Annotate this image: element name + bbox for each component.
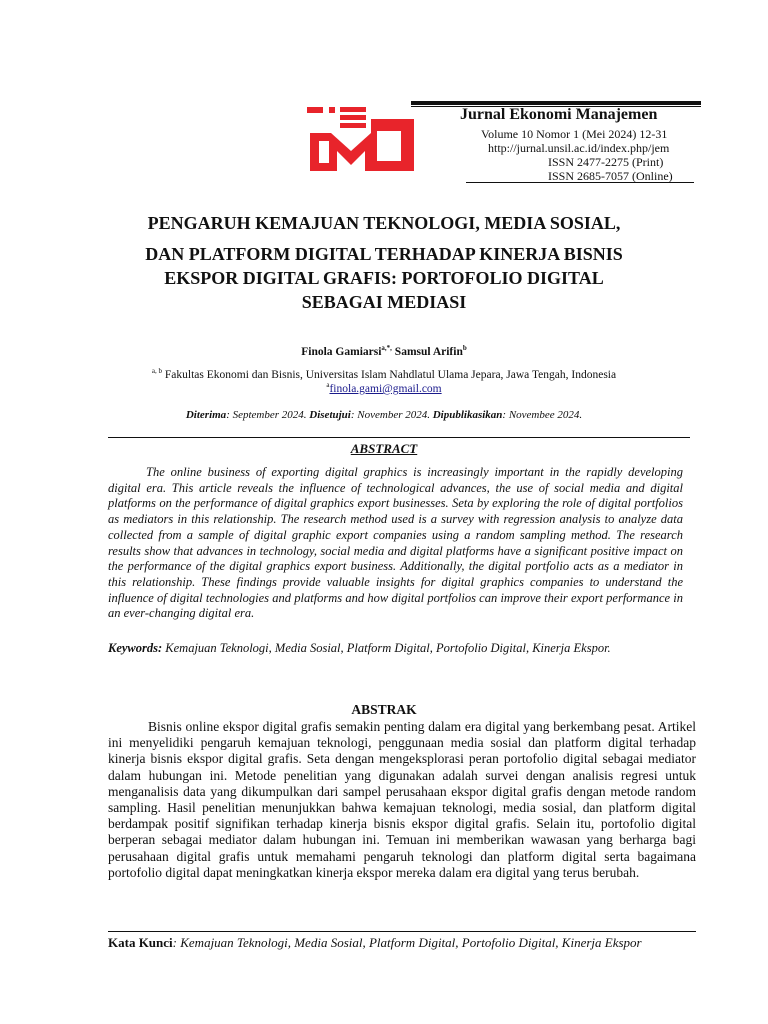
keywords-label: Keywords: <box>108 641 163 655</box>
journal-url[interactable]: http://jurnal.unsil.ac.id/index.php/jem <box>488 141 670 155</box>
email <box>0 381 768 395</box>
journal-name: Jurnal Ekonomi Manajemen <box>460 106 658 123</box>
journal-logo <box>307 103 417 173</box>
abstract-body: The online business of exporting digital graphics is increasingly important in the rapidly developing digital era. This article reveals the influence of technological advances, the use of social media and digital platforms on the performance of digital graphics export businesses. Seta by exploring the role of digital portfolios as mediators in this relationship. The research method used is a survey with regression analysis to analyze data collected from a sample of digital graphic export companies using a random sampling method. The research results show that advances in technology, social media and digital platforms have a significant positive impact on the performance of the digital graphics export business. Additionally, the digital portfolio acts as a mediator in this relationship. These findings provide valuable insights for digital graphics companies to understand the influence of digital technologies and platforms and how digital portfolios can improve their export performance in an ever-changing digital era. <box>108 465 683 621</box>
accepted-date: : November 2024. <box>350 409 430 421</box>
issn-print: ISSN 2477-2275 (Print) <box>548 155 664 169</box>
author-name: Finola Gamiarsi <box>301 345 382 358</box>
abstrak-heading: ABSTRAK <box>351 702 417 717</box>
affiliation <box>0 367 768 381</box>
kata-kunci-text: : Kemajuan Teknologi, Media Sosial, Platform Digital, Portofolio Digital, Kinerja Ekspor <box>172 935 642 950</box>
author-sup: a,*, <box>381 344 392 352</box>
accepted-label: Disetujui <box>309 409 351 421</box>
author-sup: b <box>462 344 467 352</box>
title-line: DAN PLATFORM DIGITAL TERHADAP KINERJA BISNIS <box>145 244 623 264</box>
published-date: : Novembee 2024. <box>502 409 583 421</box>
header-bottom-rule <box>466 182 694 183</box>
header-rule <box>411 101 701 105</box>
kata-kunci-label: Kata Kunci <box>108 935 173 950</box>
journal-volume: Volume 10 Nomor 1 (Mei 2024) 12-31 <box>481 127 668 141</box>
issn-online: ISSN 2685-7057 (Online) <box>548 169 673 183</box>
author-name: Samsul Arifin <box>394 345 463 358</box>
title-line: PENGARUH KEMAJUAN TEKNOLOGI, MEDIA SOSIAL, <box>147 213 621 233</box>
article-title <box>100 211 668 314</box>
abstrak-body: Bisnis online ekspor digital grafis semakin penting dalam era digital yang berkembang pesat. Artikel ini menyelidiki pengaruh kemajuan teknologi, penggunaan media sosial dan platform digital terhadap kinerja bisnis ekspor digital grafis. Seta dengan mengeksplorasi peran portofolio digital sebagai mediator dalam hubungan ini. Metode penelitian yang digunakan adalah survei dengan analisis regresi untuk menganalisis data yang dikumpulkan dari sampel perusahaan ekspor digital grafis dengan metode random sampling. Hasil penelitian menunjukkan bahwa kemajuan teknologi, media sosial, dan platform digital berdampak positif signifikan terhadap kinerja bisnis ekspor digital grafis. Selain itu, portofolio digital berperan sebagai mediator dalam hubungan ini. Temuan ini memberikan wawasan yang berharga bagi perusahaan digital grafis untuk memahami pengaruh teknologi dan platform digital serta bagaimana portofolio digital dapat meningkatkan kinerja ekspor mereka dalam era digital yang terus berubah. <box>108 719 696 880</box>
published-label: Dipublikasikan <box>432 409 503 421</box>
affiliation-text: Fakultas Ekonomi dan Bisnis, Universitas Islam Nahdlatul Ulama Jepara, Jawa Tengah, Indonesia <box>164 368 617 381</box>
received-date: : September 2024. <box>226 409 307 421</box>
email-link[interactable]: finola.gami@gmail.com <box>329 382 442 395</box>
affil-sup: a, b <box>151 367 162 375</box>
email-sup: a <box>326 381 330 389</box>
abstract-heading: ABSTRACT <box>350 441 418 456</box>
kata-kunci <box>108 935 642 951</box>
received-label: Diterima <box>185 409 227 421</box>
authors <box>0 344 768 358</box>
keywords <box>108 641 668 657</box>
abstract-rule <box>108 437 690 438</box>
keywords-text: Kemajuan Teknologi, Media Sosial, Platform Digital, Portofolio Digital, Kinerja Ekspor. <box>162 641 611 655</box>
publication-dates <box>0 409 768 421</box>
kata-kunci-rule <box>108 931 696 932</box>
title-line: EKSPOR DIGITAL GRAFIS: PORTOFOLIO DIGITAL <box>164 268 604 288</box>
title-line: SEBAGAI MEDIASI <box>301 292 467 312</box>
